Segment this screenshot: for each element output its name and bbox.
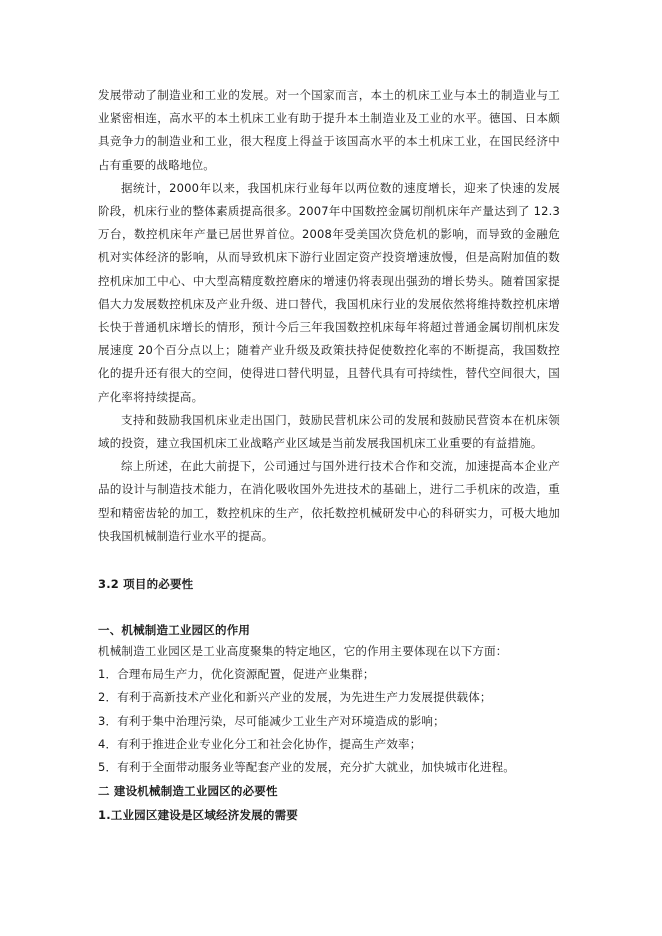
list-item: 2．有利于高新技术产业化和新兴产业的发展，为先进生产力发展提供载体； <box>98 690 492 705</box>
section-heading: 3.2 项目的必要性 <box>98 577 194 592</box>
subsection-heading-role: 一、机械制造工业园区的作用 <box>98 623 251 638</box>
list-item: 4．有利于推进企业专业化分工和社会化协作，提高生产效率； <box>98 736 422 751</box>
point-heading: 1.工业园区建设是区域经济发展的需要 <box>98 808 298 823</box>
list-item: 1．合理布局生产力，优化资源配置，促进产业集群； <box>98 667 375 682</box>
subsection-heading-necessity: 二 建设机械制造工业园区的必要性 <box>98 784 278 799</box>
paragraph-summary: 综上所述，在此大前提下，公司通过与国外进行技术合作和交流，加速提高本企业产品的设计与制造技术能力，在消化吸收国外先进技术的基础上，进行二手机床的改造，重型和精密齿轮的加工，数控机床的生产，依托数控机械研发中心的科研实力，可极大地加快我国机械制造行业水平的提高。 <box>98 459 560 543</box>
list-item: 3．有利于集中治理污染，尽可能减少工业生产对环境造成的影响； <box>98 713 445 728</box>
paragraph-intro: 发展带动了制造业和工业的发展。对一个国家而言，本土的机床工业与本土的制造业与工业紧密相连，高水平的本土机床工业有助于提升本土制造业及工业的水平。德国、日本颇具竞争力的制造业和工业，很大程度上得益于该国高水平的本土机床工业，在国民经济中占有重要的战略地位。 <box>98 88 560 172</box>
paragraph-statistics: 据统计，2000年以来，我国机床行业每年以两位数的速度增长，迎来了快速的发展阶段，机床行业的整体素质提高很多。2007年中国数控金属切削机床年产量达到了 12.3万台，数控机床年产量已居世界首位。2008年受美国次贷危机的影响，而导致的金融危机对实体经济的影响，从而导致机床下游行业固定资产投资增速放慢，但是高附加值的数控机床加工中心、中大型高精度数控磨床的增速仍将表现出强劲的增长势头。随着国家提倡大力发展数控机床及产业升级、进口替代，我国机床行业的发展依然将维持数控机床增长快于普通机床增长的情形，预计今后三年我国数控机床每年将超过普通金属切削机床发展速度 20个百分点以上；随着产业升级及政策扶持促使数控化率的不断提高，我国数控化的提升还有很大的空间，使得进口替代明显，且替代具有可持续性，替代空间很大，国产化率将持续提高。 <box>98 180 560 404</box>
paragraph-support: 支持和鼓励我国机床业走出国门，鼓励民营机床公司的发展和鼓励民营资本在机床领域的投资，建立我国机床工业战略产业区域是当前发展我国机床工业重要的有益措施。 <box>98 412 560 451</box>
subsection-intro: 机械制造工业园区是工业高度聚集的特定地区，它的作用主要体现在以下方面： <box>98 644 508 659</box>
list-item: 5．有利于全面带动服务业等配套产业的发展，充分扩大就业，加快城市化进程。 <box>98 760 516 775</box>
document-page <box>98 84 560 825</box>
